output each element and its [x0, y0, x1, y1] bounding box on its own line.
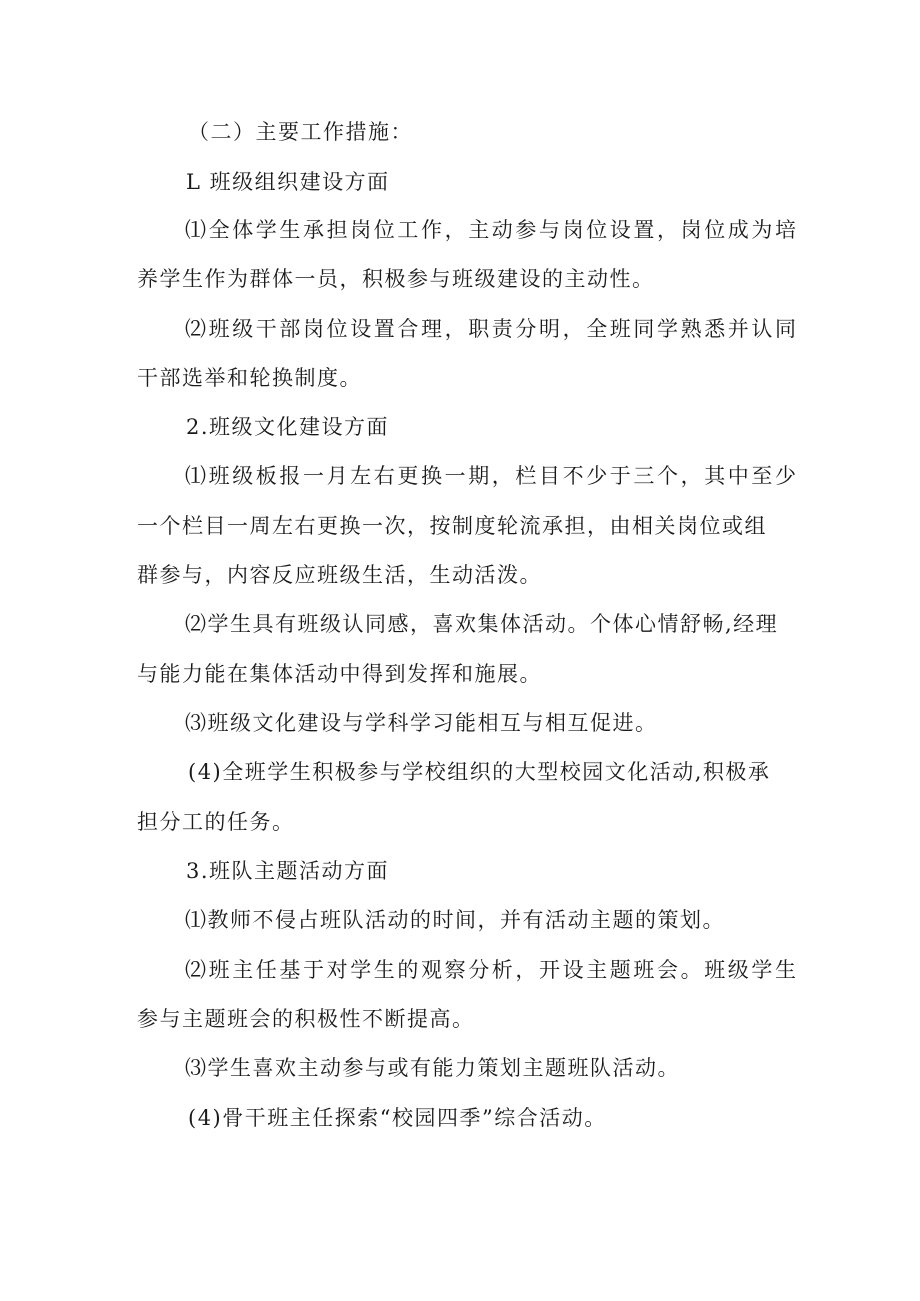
part2-item3-line1: ⑶班级文化建设与学科学习能相互与相互促进。: [185, 711, 658, 735]
part2-heading: 2.班级文化建设方面: [186, 415, 390, 439]
part2-item1-line1: ⑴班级板报一月左右更换一期，栏目不少于三个，其中至少: [185, 464, 799, 488]
part2-item4-line2: 担分工的任务。: [137, 810, 295, 834]
part2-item1-line3: 群参与，内容反应班级生活，生动活泼。: [137, 563, 542, 587]
part2-item1-line2: 一个栏目一周左右更换一次，按制度轮流承担，由相关岗位或组: [137, 514, 767, 538]
part1-item2-line2: 干部选举和轮换制度。: [137, 366, 362, 390]
part3-item1-line1: ⑴教师不侵占班队活动的时间，并有活动主题的策划。: [185, 908, 725, 932]
part1-item2-line1: ⑵班级干部岗位设置合理，职责分明，全班同学熟悉并认同: [185, 317, 799, 341]
part3-item2-line2: 参与主题班会的积极性不断提高。: [137, 1007, 475, 1031]
part3-heading: 3.班队主题活动方面: [186, 859, 390, 883]
section-heading: （二）主要工作措施：: [188, 120, 413, 144]
part2-item2-line2: 与能力能在集体活动中得到发挥和施展。: [137, 662, 542, 686]
part3-item4-line1: (4)骨干班主任探索“校园四季”综合活动。: [188, 1106, 607, 1130]
part3-item2-line1: ⑵班主任基于对学生的观察分析，开设主题班会。班级学生: [185, 958, 799, 982]
part2-item4-line1: (4)全班学生积极参与学校组织的大型校园文化活动,积极承: [188, 760, 771, 784]
part2-item2-line1: ⑵学生具有班级认同感，喜欢集体活动。个体心情舒畅,经理: [185, 612, 779, 636]
part1-item1-line2: 养学生作为群体一员，积极参与班级建设的主动性。: [137, 267, 655, 291]
part1-item1-line1: ⑴全体学生承担岗位工作，主动参与岗位设置，岗位成为培: [185, 218, 799, 242]
part3-item3-line1: ⑶学生喜欢主动参与或有能力策划主题班队活动。: [185, 1056, 680, 1080]
part1-heading: L 班级组织建设方面: [186, 170, 390, 194]
